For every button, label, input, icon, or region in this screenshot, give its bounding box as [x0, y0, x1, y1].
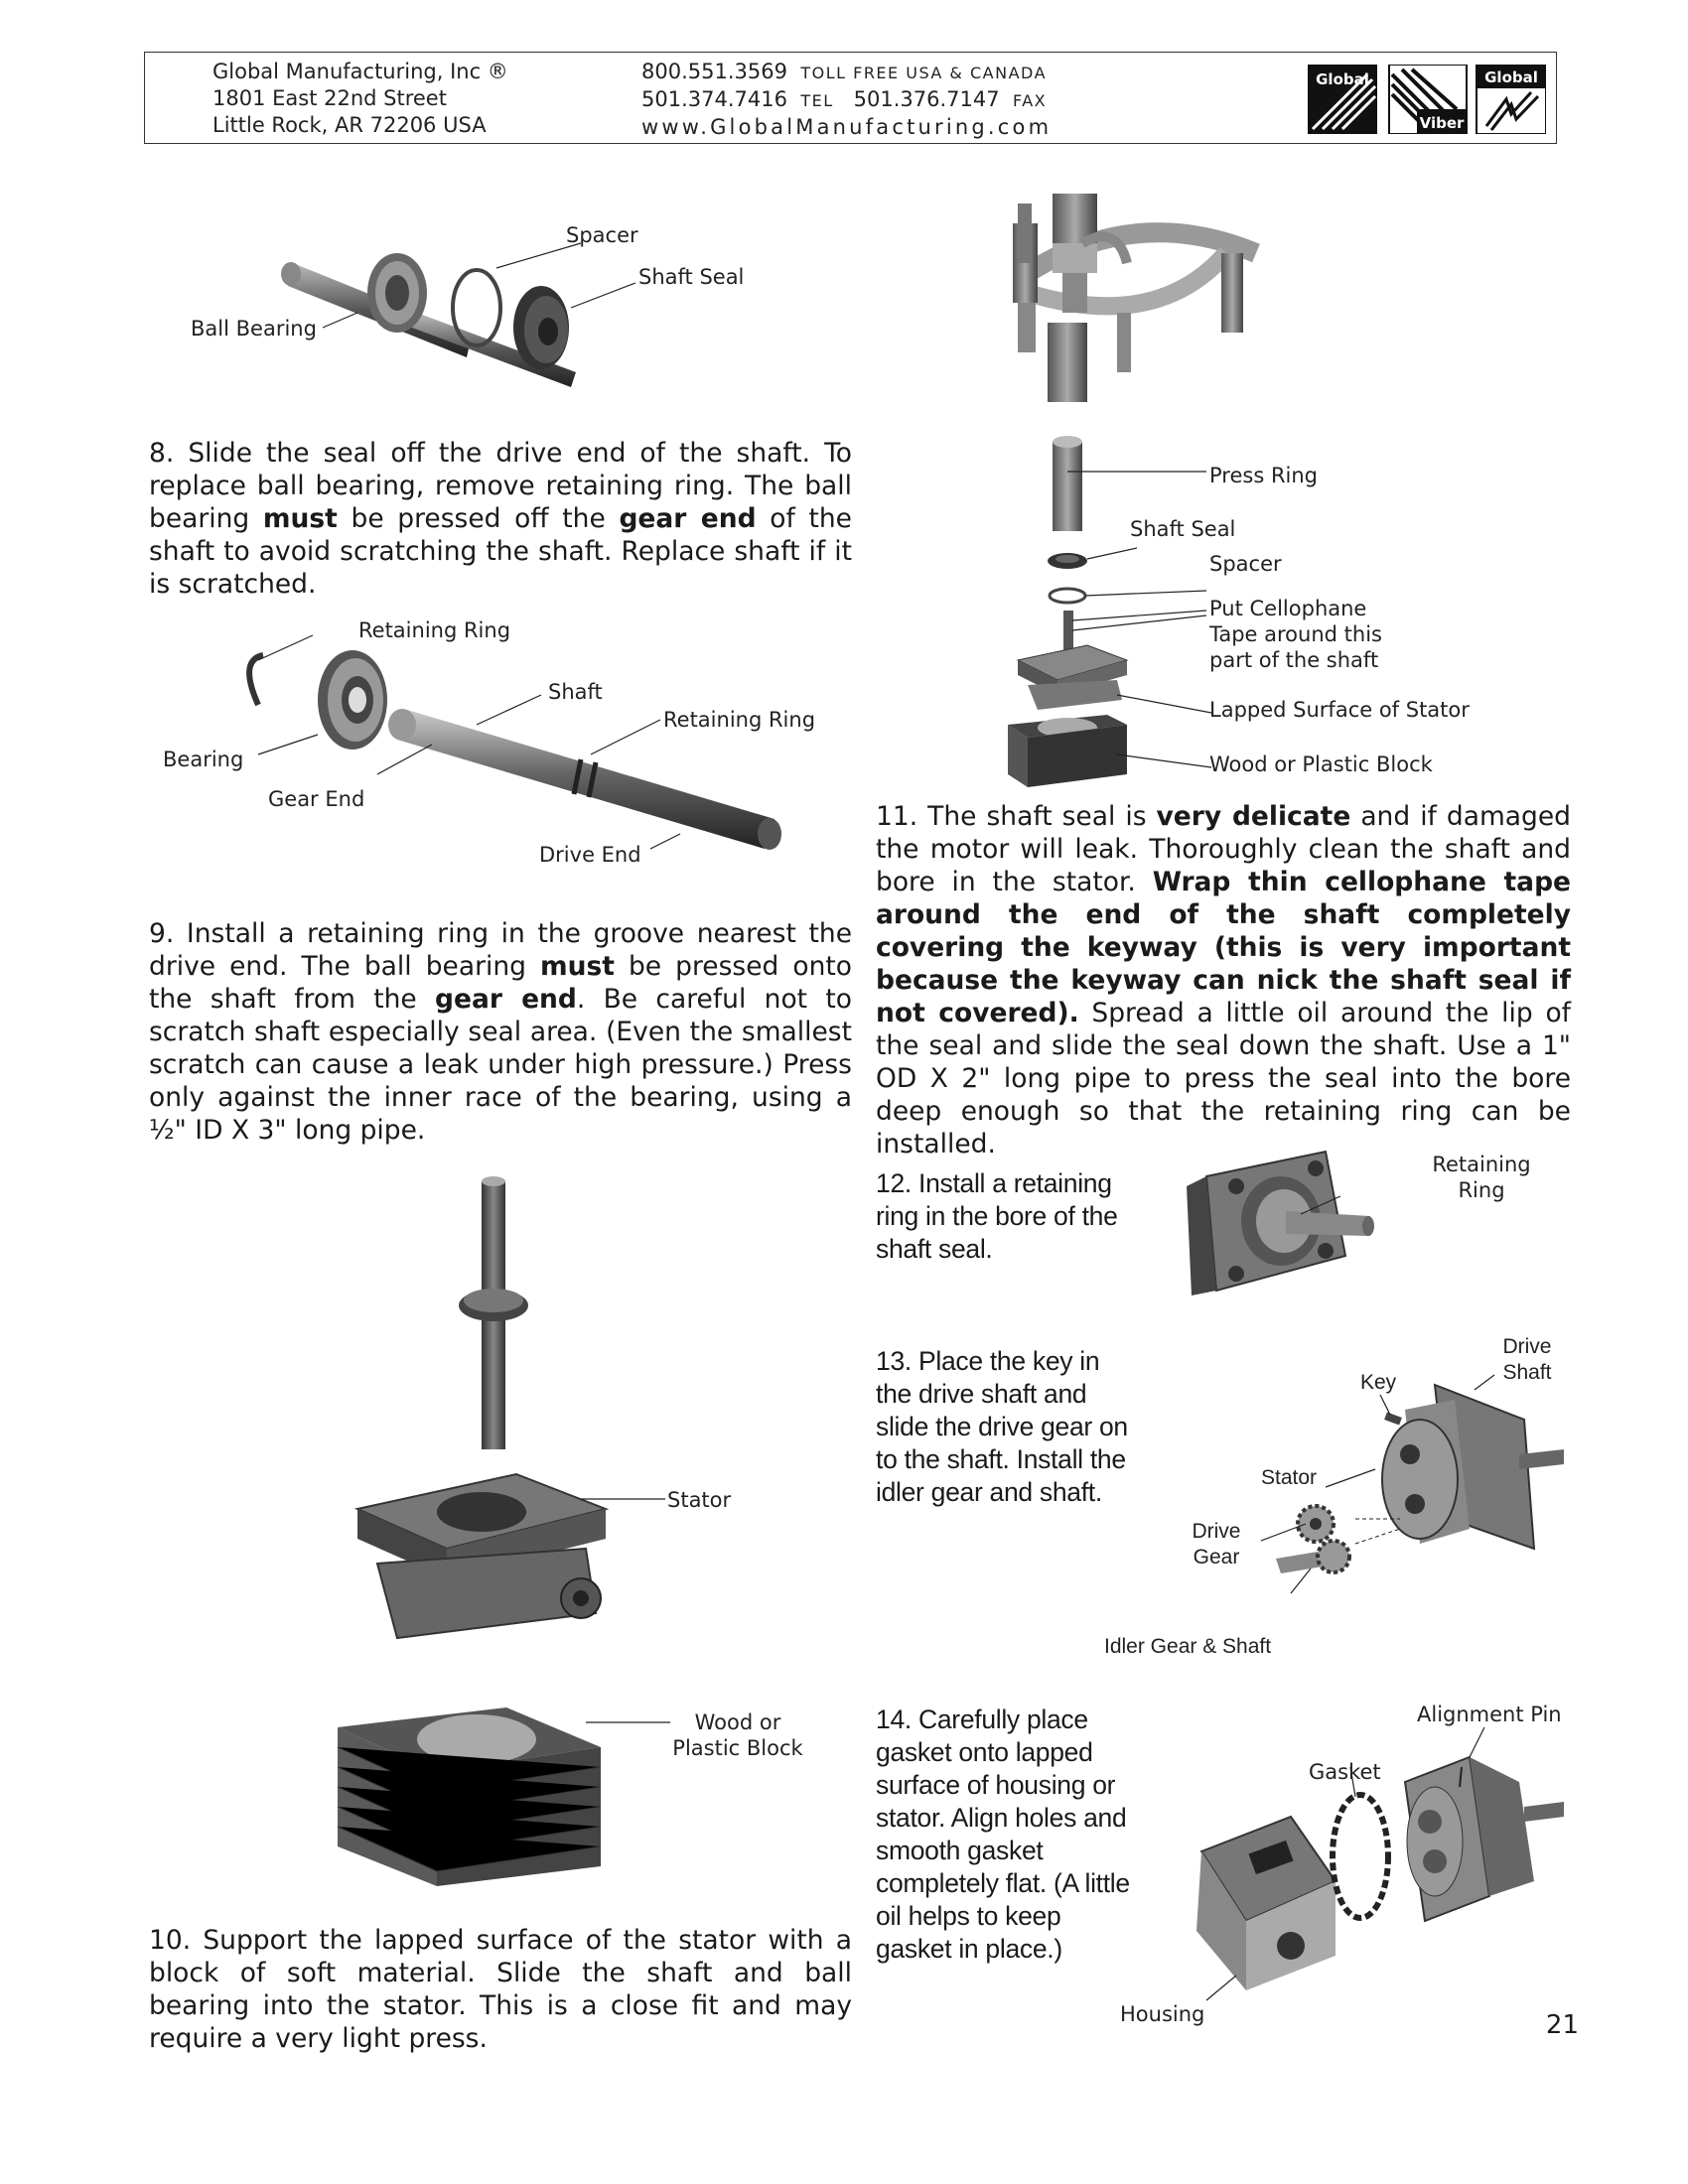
label-drive-gear-line2: Gear	[1193, 1546, 1240, 1569]
label-spacer: Spacer	[566, 223, 638, 247]
step-8-text-3: of the shaft to avoid scratching the shaft. Replace shaft if it is scratched.	[149, 503, 852, 600]
tollfree-label: TOLL FREE USA & CANADA	[800, 64, 1048, 82]
label-tape-line2: Tape around this	[1209, 622, 1382, 646]
step-9-bold-2: gear end	[435, 984, 577, 1015]
label-housing: Housing	[1120, 2002, 1205, 2026]
label-drive-shaft-line1: Drive	[1502, 1335, 1552, 1358]
figure-gears-stator	[1177, 1370, 1574, 1638]
page-header	[144, 52, 1557, 144]
label-key: Key	[1360, 1371, 1397, 1394]
label-shaft-seal-2: Shaft Seal	[1130, 517, 1236, 541]
step-9-number: 9.	[149, 918, 175, 949]
label-drive-gear-line1: Drive	[1192, 1520, 1241, 1543]
label-stator: Stator	[667, 1488, 732, 1512]
label-drive-end: Drive End	[539, 843, 641, 867]
label-drive-shaft-line2: Shaft	[1502, 1361, 1552, 1384]
step-14-text: Carefully place gasket onto lapped surface of housing or stator. Align holes and smooth gasket completely flat. (A little oil helps to keep gasket in place.)	[876, 1705, 1130, 1964]
label-retaining-ring-1: Retaining Ring	[358, 618, 511, 642]
label-tape-line1: Put Cellophane	[1209, 597, 1367, 620]
label-retaining-ring-3	[1422, 1152, 1541, 1203]
step-14-number: 14.	[876, 1705, 912, 1734]
step-11-bold-2: Wrap thin cellophane tape around the end of the shaft completely covering the keyway (this is very important because the keyway can nick the shaft seal if not covered).	[876, 867, 1572, 1028]
step-8-bold-1: must	[262, 503, 338, 534]
label-tape-line3: part of the shaft	[1209, 648, 1379, 672]
step-12-text: Install a retaining ring in the bore of the shaft seal.	[876, 1168, 1118, 1264]
step-10-number: 10.	[149, 1925, 192, 1956]
fax-phone: 501.376.7147	[853, 87, 1000, 111]
label-wood-plastic-block-2: Wood or Plastic Block	[1209, 752, 1433, 776]
step-10	[149, 1924, 852, 2055]
step-12	[876, 1167, 1136, 1266]
step-9-text-2: be pressed onto the shaft from the	[149, 951, 852, 1015]
step-9-bold-1: must	[540, 951, 615, 982]
step-9-text-3: . Be careful not to scratch shaft especially seal area. (Even the smallest scratch can cause a leak under high pressure.) Press only against the inner race of the bearing, using a ½" ID X 3" long pipe.	[149, 984, 852, 1146]
step-10-text: Support the lapped surface of the stator with a block of soft material. Slide the shaft and ball bearing into the stator. This is a close fit and may require a very light press.	[149, 1925, 852, 2054]
step-8-text-2: be pressed off the	[337, 503, 620, 534]
logo-left-text: Global	[1316, 70, 1369, 88]
label-press-ring: Press Ring	[1209, 464, 1319, 487]
figure-retaining-ring-stator	[1177, 1147, 1375, 1315]
website-link[interactable]: www.GlobalManufacturing.com	[641, 115, 1053, 139]
tollfree-phone: 800.551.3569	[641, 60, 787, 83]
step-13-text: Place the key in the drive shaft and slide the drive gear on to the shaft. Install the idler gear and shaft.	[876, 1346, 1128, 1507]
step-8-bold-2: gear end	[619, 503, 757, 534]
label-ball-bearing: Ball Bearing	[191, 317, 317, 341]
company-logos	[1308, 65, 1546, 134]
company-name: Global Manufacturing, Inc ®	[212, 60, 508, 83]
label-block-line1: Wood or	[694, 1710, 781, 1734]
label-drive-gear	[1187, 1519, 1246, 1570]
step-11-text-2: and if damaged the motor will leak. Thoroughly clean the shaft and bore in the stator.	[876, 801, 1571, 897]
label-retaining-line2: Ring	[1458, 1178, 1505, 1202]
step-14	[876, 1704, 1136, 1966]
label-retaining-ring-2: Retaining Ring	[663, 708, 816, 732]
label-wood-plastic-block	[663, 1709, 812, 1761]
step-13	[876, 1345, 1136, 1509]
logo-middle-text: Viber	[1419, 114, 1465, 132]
label-block-line2: Plastic Block	[672, 1736, 803, 1760]
step-11-text-1: The shaft seal is	[917, 801, 1157, 832]
label-cellophane-tape	[1209, 596, 1382, 673]
label-shaft-seal: Shaft Seal	[638, 265, 745, 289]
step-9-text-1: Install a retaining ring in the groove nearest the drive end. The ball bearing	[149, 918, 852, 982]
step-8-number: 8.	[149, 438, 175, 469]
step-8-text-1: Slide the seal off the drive end of the shaft. To replace ball bearing, remove retaining ring. The ball bearing	[149, 438, 852, 534]
label-gear-end: Gear End	[268, 787, 365, 811]
label-shaft: Shaft	[548, 680, 603, 704]
company-street: 1801 East 22nd Street	[212, 86, 447, 110]
tel-phone: 501.374.7416	[641, 87, 787, 111]
step-11	[876, 800, 1571, 1160]
figure-exploded-shaft	[179, 635, 814, 864]
label-lapped-surface: Lapped Surface of Stator	[1209, 698, 1470, 722]
step-13-number: 13.	[876, 1346, 912, 1376]
step-8	[149, 437, 852, 601]
step-9	[149, 917, 852, 1147]
label-idler-gear-shaft: Idler Gear & Shaft	[1104, 1635, 1272, 1658]
step-11-text-3: Spread a little oil around the lip of the seal and slide the seal down the shaft. Use a 1" OD X 2" long pipe to press the seal into the bore deep enough so that the retaining ring can be installed.	[876, 998, 1571, 1160]
label-bearing: Bearing	[163, 748, 244, 771]
step-12-number: 12.	[876, 1168, 912, 1198]
company-contact	[641, 59, 1052, 141]
step-11-number: 11.	[876, 801, 918, 832]
company-address	[212, 59, 508, 139]
fax-label: FAX	[1012, 91, 1048, 110]
page-number: 21	[1545, 2010, 1579, 2040]
step-11-bold-1: very delicate	[1156, 801, 1351, 832]
label-stator-2: Stator	[1261, 1466, 1318, 1489]
label-drive-shaft	[1487, 1334, 1567, 1386]
label-alignment-pin: Alignment Pin	[1417, 1703, 1562, 1726]
tel-label: TEL	[800, 91, 834, 110]
figure-stator-block	[318, 1171, 735, 1906]
label-gasket: Gasket	[1309, 1760, 1381, 1784]
logo-right-text: Global	[1484, 68, 1538, 86]
label-spacer-2: Spacer	[1209, 552, 1282, 576]
company-city: Little Rock, AR 72206 USA	[212, 113, 487, 137]
label-retaining-line1: Retaining	[1432, 1153, 1531, 1176]
